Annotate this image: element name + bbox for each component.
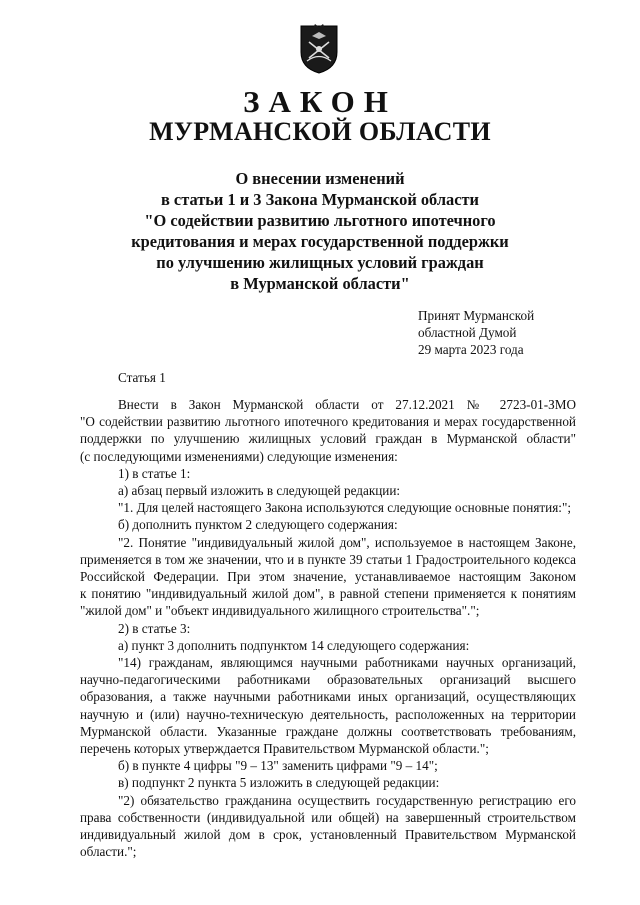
text-line: поддержки по улучшению жилищных условий граждан в Мурманской области" xyxy=(80,431,576,447)
adoption-line: Принят Мурманской xyxy=(418,308,535,323)
adoption-line: областной Думой xyxy=(418,325,517,340)
text-line: "жилой дом" и "объект индивидуального жилищного строительства"."; xyxy=(80,603,480,619)
text-line: образования, а также научными работниками иных организаций, осуществляющих xyxy=(80,689,576,705)
text-line: а) пункт 3 дополнить подпунктом 14 следующего содержания: xyxy=(118,637,470,653)
title-line: в Мурманской области" xyxy=(230,274,410,293)
text-line: применяется в том же значении, что и в пункте 39 статьи 1 Градостроительного кодекса xyxy=(80,551,576,567)
text-line: права собственности (индивидуальной или общей) на завершенный строительством xyxy=(80,809,576,825)
title-line: в статьи 1 и 3 Закона Мурманской области xyxy=(160,190,480,209)
text-line: "1. Для целей настоящего Закона используются следующие основные понятия:"; xyxy=(118,500,571,516)
text-line: научную и (или) научно-техническую деятельность, расположенных на территории xyxy=(80,706,576,722)
text-line: "14) гражданам, являющимся научными работниками научных организаций, xyxy=(118,655,576,671)
text-line: Внести в Закон Мурманской области от 27.12.2021 № 2723-01-ЗМО xyxy=(118,397,576,412)
text-line: "О содействии развитию льготного ипотечного кредитования и мерах государственной xyxy=(80,414,576,430)
text-line: б) дополнить пунктом 2 следующего содержания: xyxy=(118,517,398,533)
text-line: области."; xyxy=(80,844,137,860)
title-line: кредитования и мерах государственной поддержки xyxy=(131,232,509,251)
adoption-note xyxy=(418,307,534,358)
text-line: Мурманской области. Указанные граждане должны соответствовать требованиям, xyxy=(80,723,576,739)
title-line: по улучшению жилищных условий граждан xyxy=(156,253,484,272)
text-line: научно-педагогическими работниками образовательных организаций высшего xyxy=(80,672,576,688)
text-line: "2. Понятие "индивидуальный жилой дом", используемое в настоящем Законе, xyxy=(118,534,576,550)
text-line: Российской Федерации. При этом значение, устанавливаемое настоящим Законом xyxy=(80,569,576,585)
article-body xyxy=(80,396,576,860)
text-line: индивидуальный жилой дом в срок, установленный Правительством Мурманской xyxy=(80,827,576,843)
text-line: перечень которых утверждается Правительством Мурманской области."; xyxy=(80,741,489,757)
text-line: 1) в статье 1: xyxy=(118,465,191,481)
document-title xyxy=(120,168,520,294)
text-line: 2) в статье 3: xyxy=(118,620,191,636)
article-heading: Статья 1 xyxy=(118,370,166,385)
title-line: "О содействии развитию льготного ипотечного xyxy=(144,211,496,230)
title-line: О внесении изменений xyxy=(235,169,405,188)
text-line: к понятию "индивидуальный жилой дом", в равной степени применяется к понятиям xyxy=(80,586,576,602)
law-heading: ЗАКОН xyxy=(243,84,397,119)
text-line: а) абзац первый изложить в следующей редакции: xyxy=(118,483,401,499)
coat-of-arms-emblem xyxy=(299,22,339,74)
text-line: (с последующими изменениями) следующие изменения: xyxy=(80,448,398,464)
text-line: в) подпункт 2 пункта 5 изложить в следующей редакции: xyxy=(118,775,440,791)
text-line: б) в пункте 4 цифры "9 – 13" заменить цифрами "9 – 14"; xyxy=(118,758,438,774)
text-line: "2) обязательство гражданина осуществить государственную регистрацию его xyxy=(118,792,576,808)
region-heading: МУРМАНСКОЙ ОБЛАСТИ xyxy=(149,117,491,146)
adoption-line: 29 марта 2023 года xyxy=(418,342,524,357)
